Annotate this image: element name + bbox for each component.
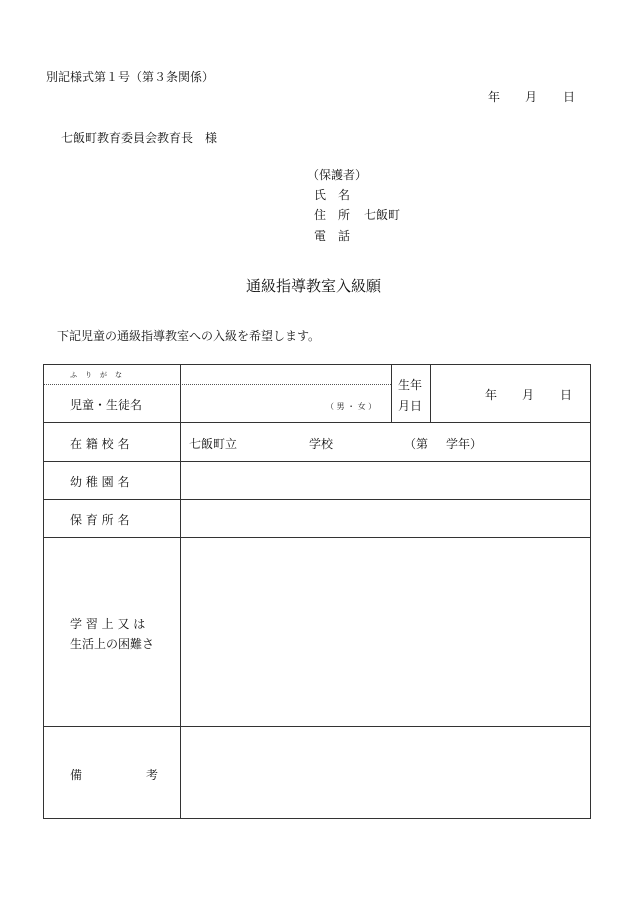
school-field[interactable] xyxy=(181,423,591,461)
form-reference: 別記様式第１号（第３条関係） xyxy=(46,70,215,84)
guardian-heading: （保護者） xyxy=(307,168,368,182)
birth-label-1: 生年 xyxy=(398,378,423,392)
guardian-address-label: 住 所 xyxy=(314,208,351,222)
school-label: 在 籍 校 名 xyxy=(70,437,130,451)
remarks-label-2: 考 xyxy=(146,768,159,782)
nursery-label: 保 育 所 名 xyxy=(70,513,130,527)
remarks-label-1: 備 xyxy=(70,768,83,782)
nursery-field[interactable] xyxy=(181,500,591,537)
guardian-phone-label: 電 話 xyxy=(314,229,351,243)
birth-column-divider xyxy=(391,365,392,422)
date-month-label: 月 xyxy=(525,90,538,104)
difficulty-label-1: 学 習 上 又 は xyxy=(70,617,146,631)
furigana-field[interactable] xyxy=(181,365,391,384)
furigana-label: ふ り が な xyxy=(70,371,123,379)
date-year-label: 年 xyxy=(488,90,501,104)
addressee: 七飯町教育委員会教育長 様 xyxy=(61,131,218,145)
application-table xyxy=(43,364,591,819)
guardian-address-value: 七飯町 xyxy=(364,208,401,222)
birth-label-2: 月日 xyxy=(398,399,423,413)
school-suffix: 学校 xyxy=(309,437,334,451)
date-day-label: 日 xyxy=(563,90,576,104)
kindergarten-label: 幼 稚 園 名 xyxy=(70,475,130,489)
student-name-label: 児童・生徒名 xyxy=(70,398,143,412)
remarks-field[interactable] xyxy=(181,727,591,818)
guardian-name-label: 氏 名 xyxy=(314,188,351,202)
difficulty-label-2: 生活上の困難さ xyxy=(70,637,155,651)
birth-day-label: 日 xyxy=(560,388,573,402)
birth-year-label: 年 xyxy=(485,388,498,402)
difficulty-field[interactable] xyxy=(181,538,591,726)
gender-selector[interactable]: （ 男 ・ 女 ） xyxy=(326,402,377,411)
page-title: 通級指導教室入級願 xyxy=(246,277,382,295)
birth-month-label: 月 xyxy=(522,388,535,402)
kindergarten-field[interactable] xyxy=(181,462,591,499)
grade-close: 学年） xyxy=(446,437,483,451)
school-town: 七飯町立 xyxy=(189,437,238,451)
intro-text: 下記児童の通級指導教室への入級を希望します。 xyxy=(57,329,321,343)
grade-open: （第 xyxy=(404,437,429,451)
